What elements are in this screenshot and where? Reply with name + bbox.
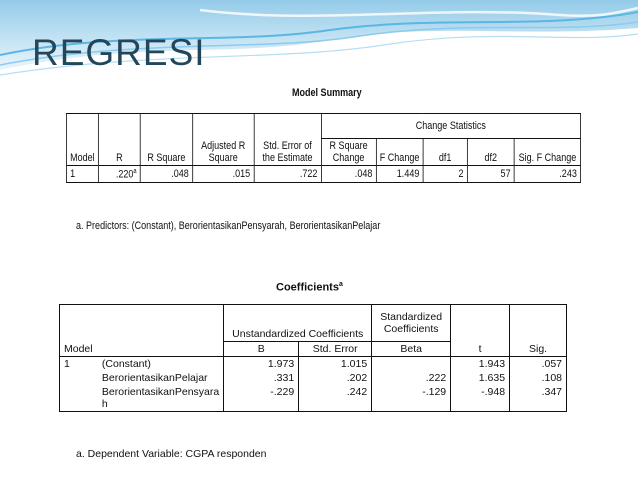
cell-r (98, 166, 140, 183)
col-header-f-change: F Change (376, 139, 423, 166)
standardized-line2: Coefficients (383, 323, 439, 335)
col-header-r: R (98, 114, 140, 166)
col-header-std-error (254, 114, 321, 166)
slide-title: REGRESI (32, 32, 206, 73)
std-error-line1: Std. Error of (263, 140, 312, 152)
cell-model: 1 (66, 166, 98, 183)
coefficients-footnote-marker: a (338, 281, 343, 288)
cell-sig: .108 (510, 371, 567, 385)
r-value: .220 (115, 168, 134, 181)
col-header-beta: Beta (372, 342, 451, 357)
cell-std-error: 1.015 (299, 357, 372, 372)
coefficients-caption (276, 281, 343, 294)
cell-predictor-name: (Constant) (98, 357, 224, 372)
model-summary-table (66, 113, 581, 183)
col-header-model: Model (60, 305, 224, 357)
adjusted-r-line1: Adjusted R (201, 140, 246, 152)
cell-sig: .347 (510, 385, 567, 412)
cell-predictor-name: BerorientasikanPelajar (98, 371, 224, 385)
cell-std-error: .722 (254, 166, 321, 183)
col-header-sig-f-change: Sig. F Change (514, 139, 580, 166)
model-summary-caption: Model Summary (292, 87, 362, 99)
cell-t: -.948 (451, 385, 510, 412)
col-header-standardized (372, 305, 451, 342)
cell-b: -.229 (224, 385, 299, 412)
col-header-df1: df1 (423, 139, 467, 166)
col-header-model: Model (66, 114, 98, 166)
cell-r-square: .048 (140, 166, 192, 183)
col-header-sig: Sig. (510, 305, 567, 357)
cell-t: 1.943 (451, 357, 510, 372)
cell-t: 1.635 (451, 371, 510, 385)
coefficients-caption-text: Coefficients (276, 281, 339, 294)
cell-std-error: .202 (299, 371, 372, 385)
cell-df2: 57 (467, 166, 514, 183)
cell-b: .331 (224, 371, 299, 385)
col-header-df2: df2 (467, 139, 514, 166)
coefficients-table (59, 304, 567, 412)
col-header-std-error: Std. Error (299, 342, 372, 357)
model-summary-footnote: a. Predictors: (Constant), BerorientasikanPensyarah, BerorientasikanPelajar (76, 220, 381, 232)
cell-std-error: .242 (299, 385, 372, 412)
change-statistics-header: Change Statistics (321, 114, 580, 139)
col-header-r-square: R Square (140, 114, 192, 166)
rsc-line1: R Square (329, 140, 368, 152)
table-row (66, 166, 580, 183)
cell-f-change: 1.449 (376, 166, 423, 183)
cell-df1: 2 (423, 166, 467, 183)
coefficients-footnote: a. Dependent Variable: CGPA responden (76, 448, 267, 460)
col-header-adjusted-r-square (192, 114, 253, 166)
predictor-name-line1: BerorientasikanPensyara (101, 386, 220, 398)
cell-beta: .222 (372, 371, 451, 385)
col-header-b: B (224, 342, 299, 357)
col-header-t: t (451, 305, 510, 357)
cell-model-number: 1 (60, 357, 98, 412)
cell-beta: -.129 (372, 385, 451, 412)
rsc-line2: Change (332, 152, 365, 164)
cell-adjusted-r-square: .015 (192, 166, 253, 183)
cell-sig-f-change: .243 (514, 166, 580, 183)
col-header-unstandardized: Unstandardized Coefficients (224, 305, 372, 342)
table-row (60, 385, 567, 412)
adjusted-r-line2: Square (208, 152, 238, 164)
predictor-name-line2: h (101, 398, 108, 410)
col-header-r-square-change (321, 139, 376, 166)
table-row (60, 357, 567, 372)
cell-r-square-change: .048 (321, 166, 376, 183)
table-row (60, 371, 567, 385)
cell-beta (372, 357, 451, 372)
cell-b: 1.973 (224, 357, 299, 372)
standardized-line1: Standardized (380, 311, 443, 323)
cell-sig: .057 (510, 357, 567, 372)
r-footnote-marker: a (133, 167, 137, 175)
std-error-line2: the Estimate (262, 152, 313, 164)
cell-predictor-name (98, 385, 224, 412)
